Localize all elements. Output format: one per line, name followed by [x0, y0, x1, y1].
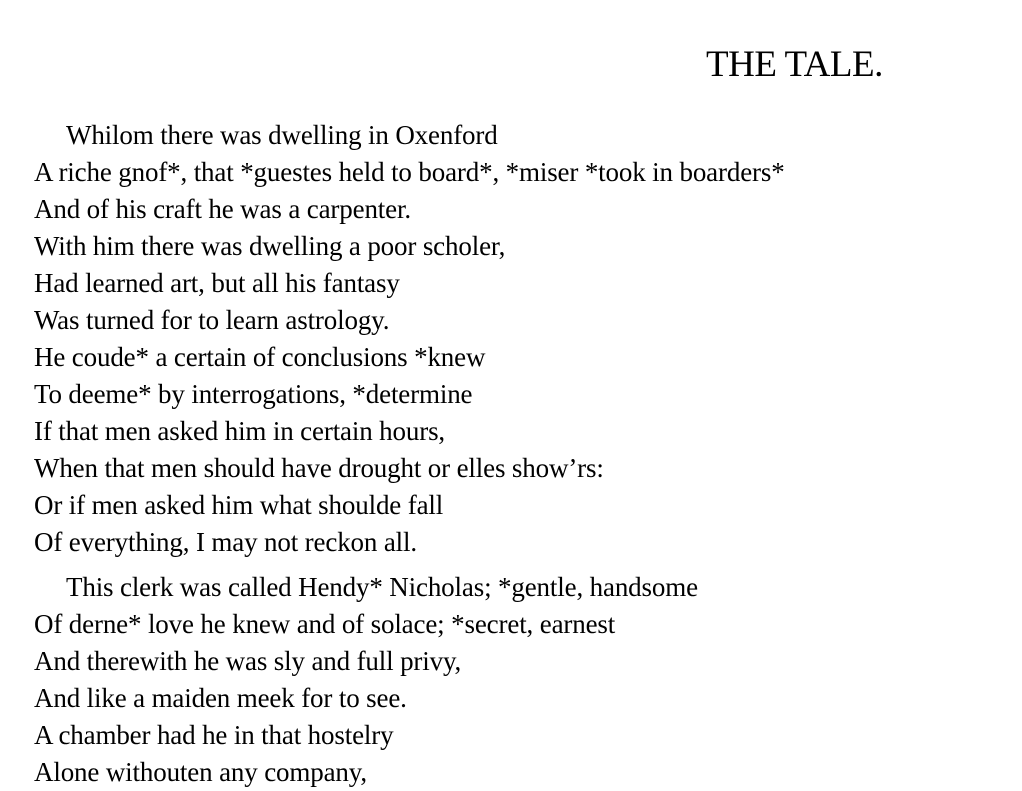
verse-line: Of everything, I may not reckon all.: [34, 527, 417, 557]
verse-line: With him there was dwelling a poor scholer,: [34, 231, 506, 261]
stanza: [34, 569, 1014, 791]
verse-line: Had learned art, but all his fantasy: [34, 268, 400, 298]
page-title: THE TALE.: [706, 44, 883, 85]
verse-line: Or if men asked him what shoulde fall: [34, 490, 444, 520]
verse-line: A riche gnof*, that *guestes held to board*, *miser *took in boarders*: [34, 157, 785, 187]
verse-line: And like a maiden meek for to see.: [34, 683, 407, 713]
verse-line: If that men asked him in certain hours,: [34, 416, 446, 446]
verse-line: Was turned for to learn astrology.: [34, 305, 390, 335]
verse-line: And of his craft he was a carpenter.: [34, 194, 411, 224]
verse-line: When that men should have drought or elles show’rs:: [34, 453, 604, 483]
verse-line: Alone withouten any company,: [34, 757, 367, 787]
verse-line: He coude* a certain of conclusions *knew: [34, 342, 486, 372]
verse-line: And therewith he was sly and full privy,: [34, 646, 462, 676]
verse-line: Of derne* love he knew and of solace; *secret, earnest: [34, 609, 616, 639]
verse-line: This clerk was called Hendy* Nicholas; *gentle, handsome: [66, 572, 698, 602]
stanza: [34, 117, 1014, 561]
verse-line: A chamber had he in that hostelry: [34, 720, 394, 750]
verse-line: To deeme* by interrogations, *determine: [34, 379, 473, 409]
verse-line: Whilom there was dwelling in Oxenford: [66, 120, 498, 150]
